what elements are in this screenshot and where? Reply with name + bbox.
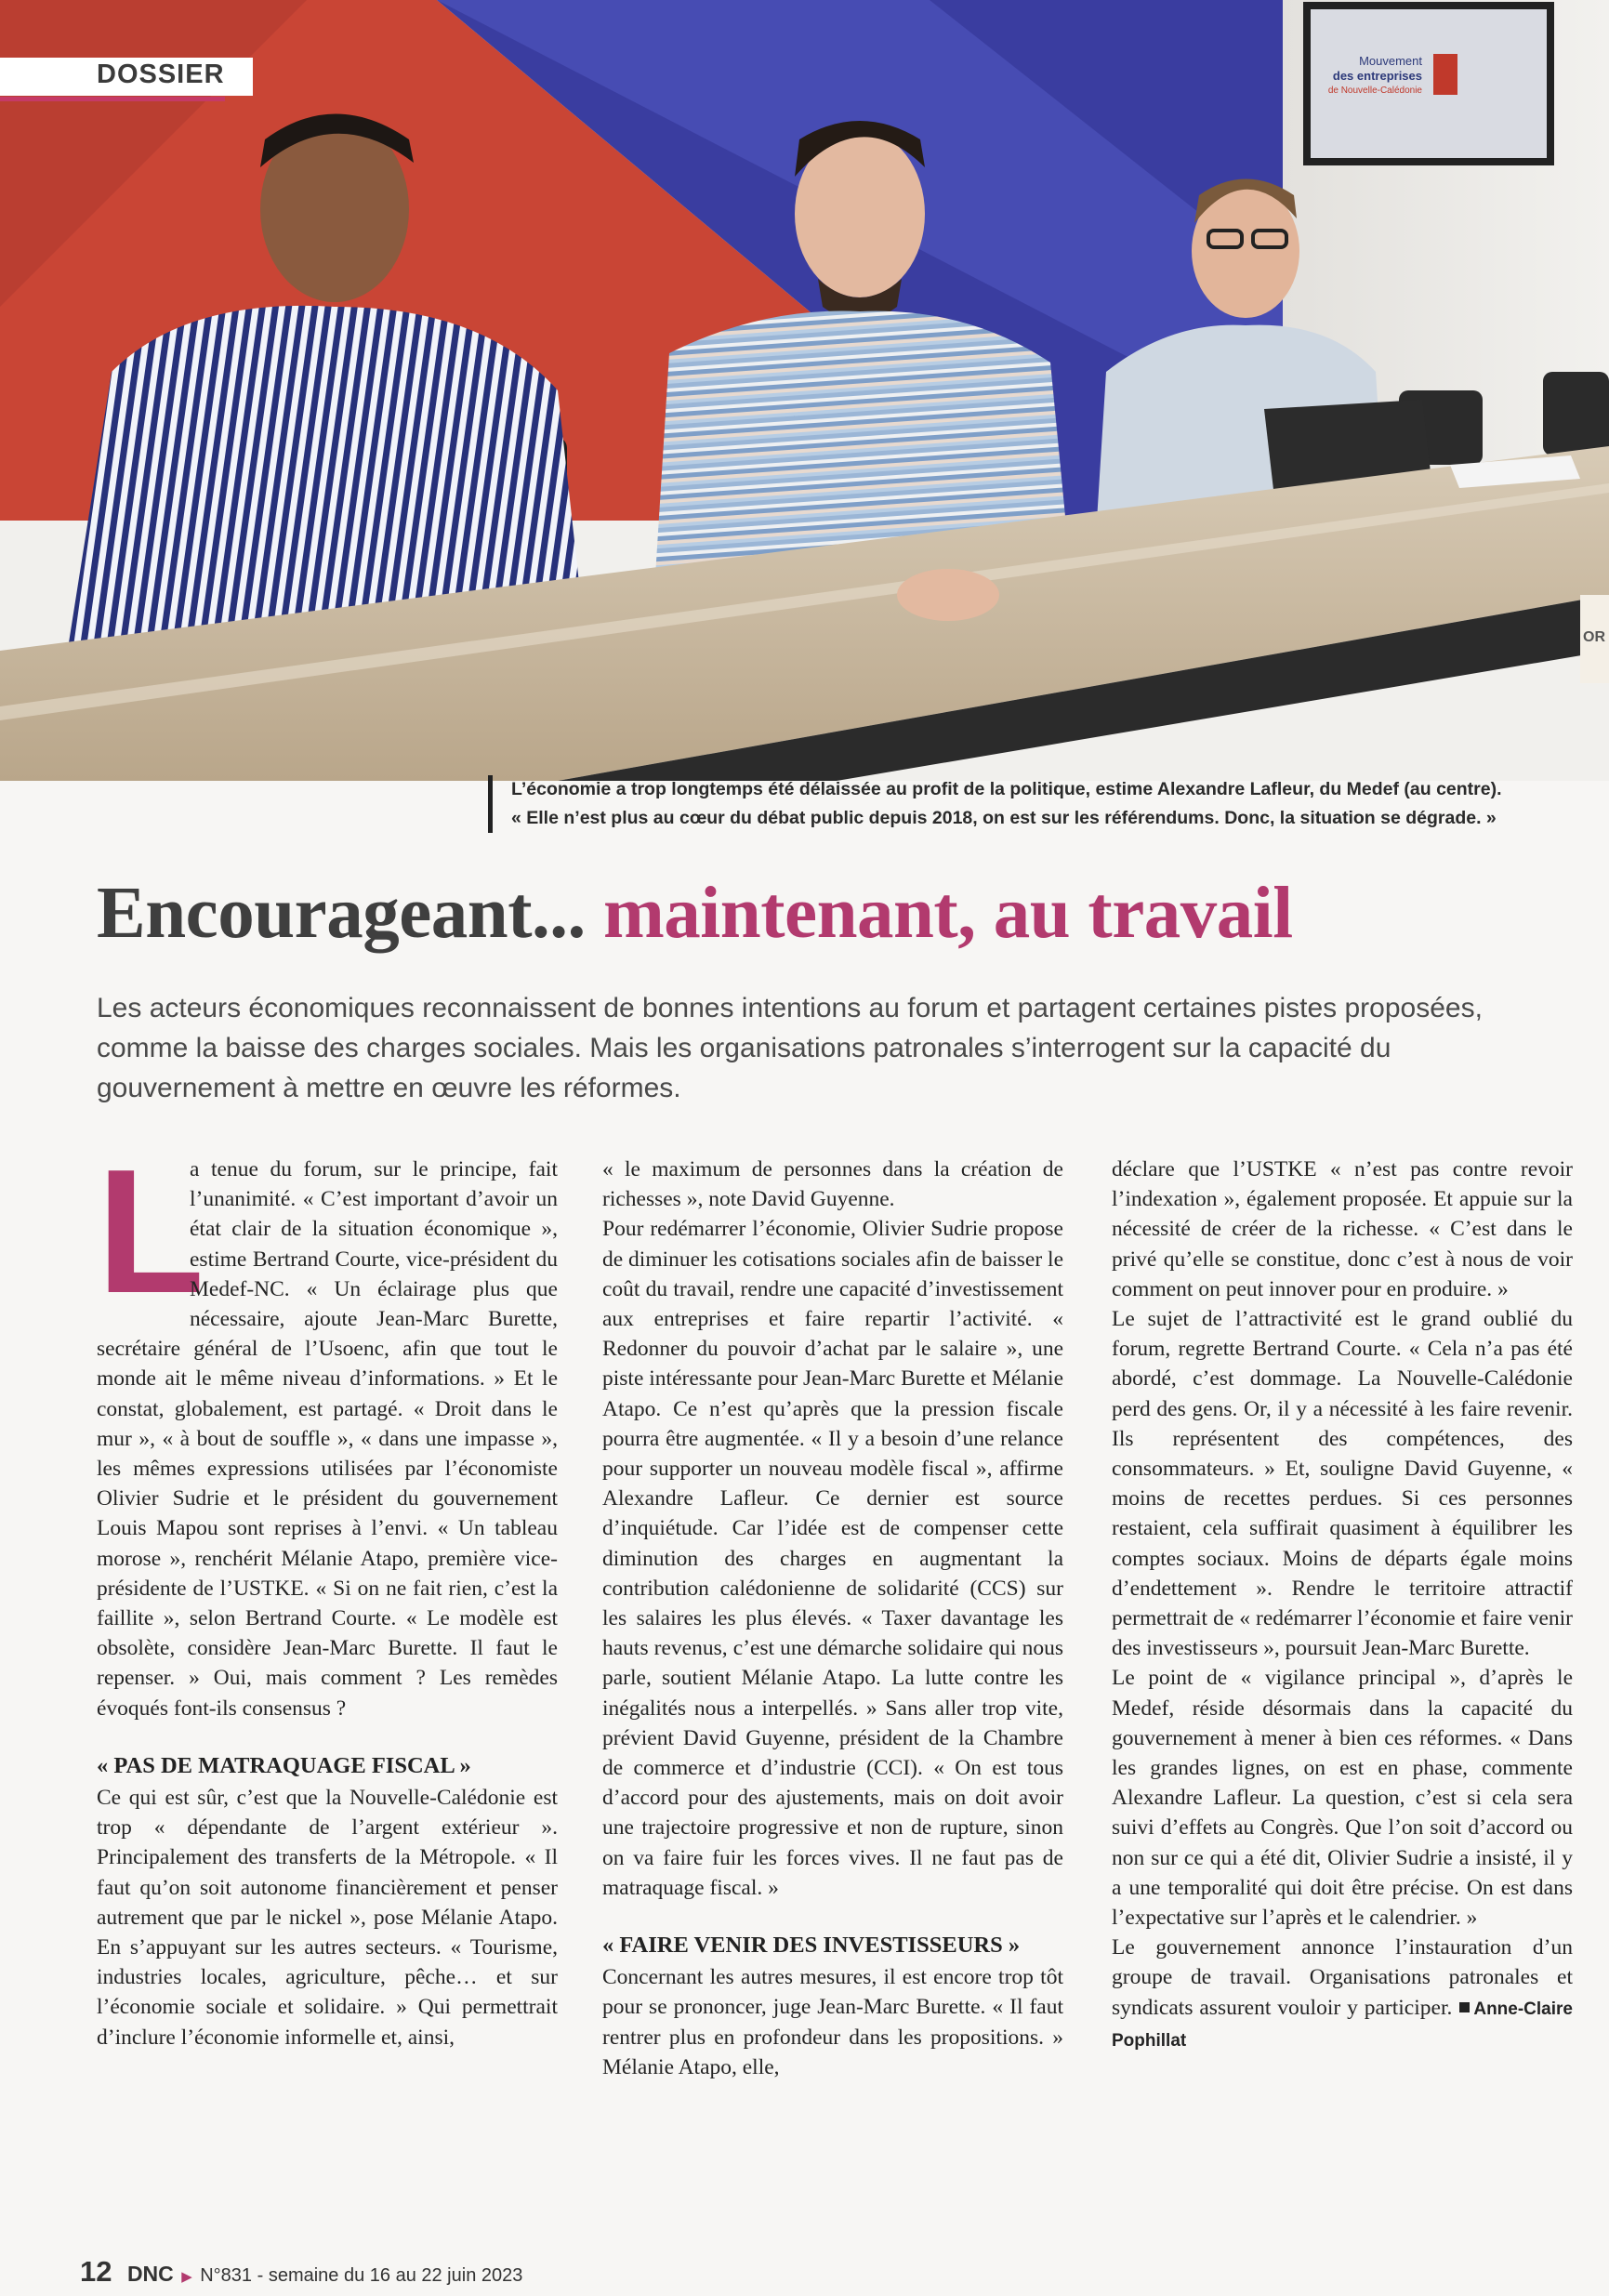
byline: Anne-Claire Pophillat [1112, 1999, 1573, 2051]
paragraph: Ce qui est sûr, c’est que la Nouvelle-Calédonie est trop « dépendante de l’argent extérieur ». Principalement des transferts de la Métropole. « Il faut qu’on soit autonome financièrement et penser autrement que par le nickel », pose Mélanie Atapo. En s’appuyant sur les autres secteurs. « Tourisme, industries locales, agriculture, pêche… et sur l’économie sociale et solidaire. » Qui permettrait d’inclure l’économie informelle et, ainsi, [97, 1786, 558, 2050]
section-label-text: DOSSIER [0, 58, 253, 96]
magazine-name: DNC [126, 2262, 174, 2286]
section-label [0, 58, 253, 96]
paragraph: Le sujet de l’attractivité est le grand oublié du forum, regrette Bertrand Courte. « Cela n’a pas été abordé, c’est dommage. La Nouvelle-Calédonie perd des gens. Or, il y a nécessité à les faire revenir. Ils représentent des compétences, des consommateurs. » Et, souligne David Guyenne, « moins de recettes perdues. Si ces personnes restaient, cela suffirait quasiment à équilibrer les comptes sociaux. Moins de départs égale moins d’endettement ». Rendre le territoire attractif permettrait de « redémarrer l’économie et faire venir des investisseurs », poursuit Jean-Marc Burette. [1112, 1307, 1573, 1661]
section-label-rule [0, 97, 225, 101]
drop-cap [97, 1133, 205, 1330]
paragraph: Concernant les autres mesures, il est encore trop tôt pour se prononcer, juge Jean-Marc Burette. « Il faut rentrer plus en profondeur dans les propositions. » Mélanie Atapo, elle, [602, 1965, 1063, 2079]
article-column-3 [1112, 1155, 1573, 2056]
caption-line-1: L’économie a trop longtemps été délaissée au profit de la politique, estime Alexandre Lafleur, du Medef (au centre). [511, 779, 1502, 799]
screen-text-2: des entreprises [1332, 69, 1422, 83]
paragraph: Pour redémarrer l’économie, Olivier Sudrie propose de diminuer les cotisations sociales afin de baisser le coût du travail, rendre une capacité d’investissement aux entreprises et faire repartir l’activité. « Redonner du pouvoir d’achat par le salaire », une piste intéressante pour Jean-Marc Burette et Mélanie Atapo. Ce n’est qu’après que la pression fiscale pourra être augmentée. « Il y a besoin d’une relance pour supporter un nouveau modèle fiscal », affirme Alexandre Lafleur. Ce dernier est source d’inquiétude. Car l’idée est de compenser cette diminution des charges en augmentant la contribution calédonienne de solidarité (CCS) sur les salaires les plus élevés. « Taxer davantage les hauts revenus, c’est une démarche solidaire qui nous parle, soutient Mélanie Atapo. La lutte contre les inégalités nous a interpellés. » Sans aller trop vite, prévient David Guyenne, président de la Chambre de commerce et d’industrie (CCI). « On est tous d’accord pour des ajustements, mais on doit avoir une trajectoire progressive et non de rupture, sinon on va faire fuir les forces vives. Il ne faut pas de matraquage fiscal. » [602, 1217, 1063, 1900]
paragraph [1112, 1933, 1573, 2056]
photo-caption [488, 775, 1609, 833]
issue-info: N°831 - semaine du 16 au 22 juin 2023 [200, 2265, 523, 2286]
end-square-icon [1459, 2002, 1470, 2012]
page-footer [80, 2255, 522, 2289]
headline-part-1: Encourageant... [97, 873, 586, 954]
medef-logo-icon [1433, 54, 1457, 95]
subhead: « PAS DE MATRAQUAGE FISCAL » [97, 1752, 471, 1778]
article-column-2 [602, 1155, 1063, 2082]
paragraph: déclare que l’USTKE « n’est pas contre revoir l’indexation », également proposée. Et appuie sur la nécessité de créer de la richesse. « C’est dans le privé qu’elle se constitue, donc c’est à nous de voir comment on peut innover pour en produire. » [1112, 1157, 1573, 1301]
paragraph: « le maximum de personnes dans la création de richesses », note David Guyenne. [602, 1157, 1063, 1212]
standfirst: Les acteurs économiques reconnaissent de bonnes intentions au forum et partagent certaines pistes proposées, comme la baisse des charges sociales. Mais les organisations patronales s’interrogent sur la capacité du gouvernement à mettre en œuvre les réformes. [97, 993, 1483, 1103]
hero-photo [0, 0, 1609, 781]
headline [97, 874, 1293, 955]
page-number: 12 [80, 2255, 112, 2288]
screen-text-3: de Nouvelle-Calédonie [1327, 86, 1422, 96]
headline-part-2: maintenant, au travail [603, 873, 1293, 954]
closing-sentence: Le gouvernement annonce l’instauration d’un groupe de travail. Organisations patronales et syndicats assurent vouloir y participer. [1112, 1935, 1573, 2020]
drop-cap-letter: L [97, 1133, 205, 1330]
paragraph: a tenue du forum, sur le principe, fait l’unanimité. « C’est important d’avoir un état clair de la situation économique », estime Bertrand Courte, vice-président du Medef-NC. « Un éclairage plus que nécessaire, ajoute Jean-Marc Burette, secrétaire général de l’Usoenc, afin que tout le monde ait le même niveau d’informations. » Et le constat, globalement, est partagé. « Droit dans le mur », « à bout de souffle », « dans une impasse », les mêmes expressions utilisées par l’économiste Olivier Sudrie et le président du gouvernement Louis Mapou sont reprises à l’envi. « Un tableau morose », renchérit Mélanie Atapo, première vice-présidente de l’USTKE. « Si on ne fait rien, c’est la faillite », selon Bertrand Courte. « Le modèle est obsolète, considère Jean-Marc Burette. Il faut le repenser. » Oui, mais comment ? Les remèdes évoqués font-ils consensus ? [97, 1157, 558, 1721]
article-column-1 [97, 1133, 558, 2052]
paragraph: Le point de « vigilance principal », d’après le Medef, réside désormais dans la capacité du gouvernement à mener à bien ces réformes. « Dans les grandes lignes, on est en phase, commente Alexandre Lafleur. La question, c’est si cela sera suivi d’effets au Congrès. Que l’on soit d’accord ou non sur ce qui a été dit, Olivier Sudrie a insisté, il y a une temporalité qui doit être précise. On est dans l’expectative sur l’après et le calendrier. » [1112, 1666, 1573, 1931]
cup-text: OR [1583, 629, 1605, 645]
screen-text-1: Mouvement [1359, 54, 1422, 68]
subhead: « FAIRE VENIR DES INVESTISSEURS » [602, 1933, 1021, 1959]
triangle-icon: ▶ [181, 2269, 192, 2285]
caption-line-2: « Elle n’est plus au cœur du débat public depuis 2018, on est sur les référendums. Donc, la situation se dégrade. » [511, 808, 1497, 828]
